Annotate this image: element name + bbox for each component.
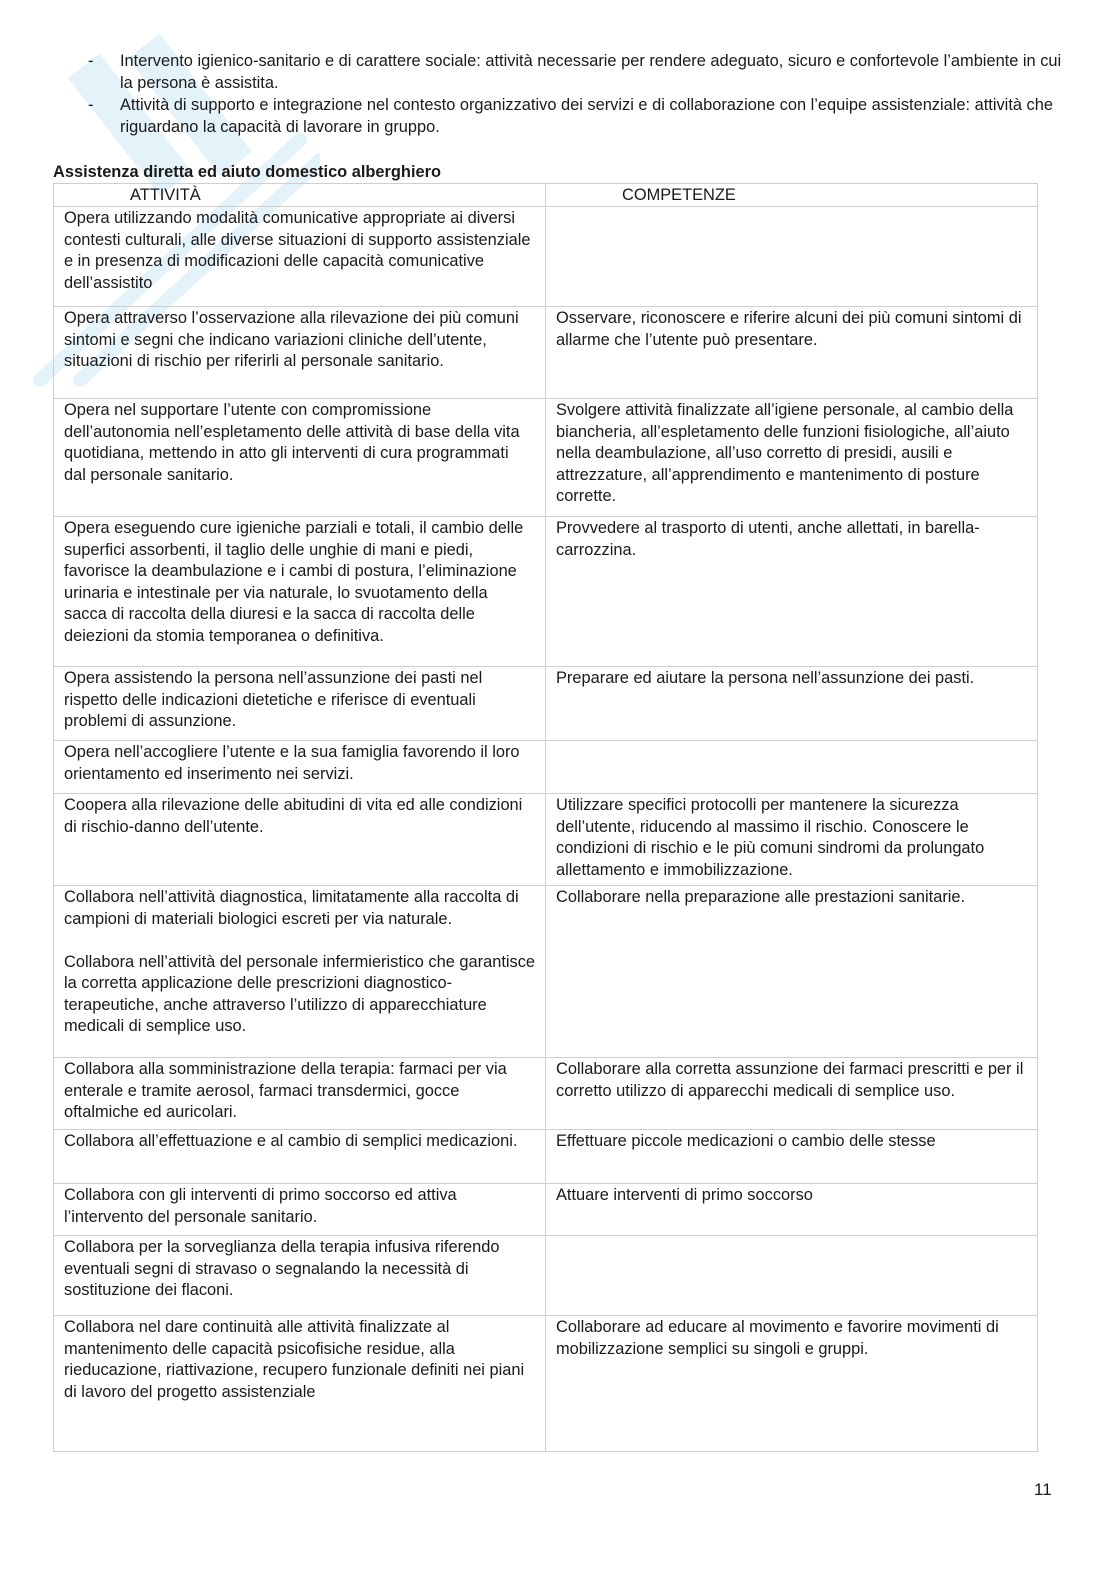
cell-competenze: Svolgere attività finalizzate all’igiene personale, al cambio della biancheria, all’espletamento delle funzioni fisiologiche, all’aiuto nella deambulazione, all’uso corretto di presidi, ausili e attrezzature, all’apprendimento e mantenimento di posture corrette. — [546, 399, 1038, 517]
competence-table — [53, 183, 1038, 1452]
table-row — [54, 207, 1038, 307]
table-row — [54, 1236, 1038, 1316]
header-attivita: ATTIVITÀ — [54, 184, 546, 207]
table-header-row — [54, 184, 1038, 207]
cell-competenze: Attuare interventi di primo soccorso — [546, 1184, 1038, 1236]
table-row — [54, 1184, 1038, 1236]
cell-attivita: Collabora per la sorveglianza della terapia infusiva riferendo eventuali segni di stravaso o segnalando la necessità di sostituzione dei flaconi. — [54, 1236, 546, 1316]
cell-attivita: Coopera alla rilevazione delle abitudini di vita ed alle condizioni di rischio-danno dell’utente. — [54, 794, 546, 886]
cell-attivita: Opera eseguendo cure igieniche parziali e totali, il cambio delle superfici assorbenti, il taglio delle unghie di mani e piedi, favorisce la deambulazione e i cambi di postura, l’eliminazione urinaria e intestinale per via naturale, lo svuotamento della sacca di raccolta della diuresi e la sacca di raccolta delle deiezioni da stomia temporanea o definitiva. — [54, 517, 546, 667]
cell-attivita: Collabora nell’attività diagnostica, limitatamente alla raccolta di campioni di materiali biologici escreti per via naturale. Collabora nell’attività del personale infermieristico che garantisce la corretta applicazione delle prescrizioni diagnostico-terapeutiche, anche attraverso l’utilizzo di apparecchiature medicali di semplice uso. — [54, 886, 546, 1058]
page-number: 11 — [1034, 1480, 1052, 1499]
cell-attivita: Opera nel supportare l’utente con compromissione dell’autonomia nell’espletamento delle attività di base della vita quotidiana, mettendo in atto gli interventi di cura programmati dal personale sanitario. — [54, 399, 546, 517]
table-row — [54, 794, 1038, 886]
cell-competenze — [546, 1236, 1038, 1316]
table-row — [54, 1058, 1038, 1130]
cell-attivita: Opera attraverso l’osservazione alla rilevazione dei più comuni sintomi e segni che indicano variazioni cliniche dell’utente, situazioni di rischio per riferirli al personale sanitario. — [54, 307, 546, 399]
cell-attivita: Opera assistendo la persona nell’assunzione dei pasti nel rispetto delle indicazioni dietetiche e riferisce di eventuali problemi di assunzione. — [54, 667, 546, 741]
cell-competenze: Collaborare alla corretta assunzione dei farmaci prescritti e per il corretto utilizzo di apparecchi medicali di semplice uso. — [546, 1058, 1038, 1130]
table-row — [54, 667, 1038, 741]
cell-competenze — [546, 207, 1038, 307]
table-row — [54, 517, 1038, 667]
section-title: Assistenza diretta ed aiuto domestico alberghiero — [53, 163, 442, 181]
cell-attivita: Collabora alla somministrazione della terapia: farmaci per via enterale e tramite aerosol, farmaci transdermici, gocce oftalmiche ed auricolari. — [54, 1058, 546, 1130]
cell-competenze — [546, 741, 1038, 794]
table-row — [54, 1130, 1038, 1184]
cell-competenze: Collaborare ad educare al movimento e favorire movimenti di mobilizzazione semplici su singoli e gruppi. — [546, 1316, 1038, 1452]
cell-competenze: Utilizzare specifici protocolli per mantenere la sicurezza dell’utente, riducendo al massimo il rischio. Conoscere le condizioni di rischio e le più comuni sindromi da prolungato allettamento e immobilizzazione. — [546, 794, 1038, 886]
cell-competenze: Collaborare nella preparazione alle prestazioni sanitarie. — [546, 886, 1038, 1058]
cell-attivita: Collabora nel dare continuità alle attività finalizzate al mantenimento delle capacità psicofisiche residue, alla rieducazione, riattivazione, recupero funzionale definiti nei piani di lavoro del progetto assistenziale — [54, 1316, 546, 1452]
header-competenze: COMPETENZE — [546, 184, 1038, 207]
cell-attivita: Collabora con gli interventi di primo soccorso ed attiva l’intervento del personale sanitario. — [54, 1184, 546, 1236]
intro-item: - Attività di supporto e integrazione nel contesto organizzativo dei servizi e di collaborazione con l’equipe assistenziale: attività che riguardano la capacità di lavorare in gruppo. — [82, 94, 1072, 138]
cell-attivita: Collabora all’effettuazione e al cambio di semplici medicazioni. — [54, 1130, 546, 1184]
cell-competenze: Osservare, riconoscere e riferire alcuni dei più comuni sintomi di allarme che l’utente può presentare. — [546, 307, 1038, 399]
table-row — [54, 886, 1038, 1058]
cell-competenze: Effettuare piccole medicazioni o cambio delle stesse — [546, 1130, 1038, 1184]
table-row — [54, 307, 1038, 399]
cell-competenze: Provvedere al trasporto di utenti, anche allettati, in barella-carrozzina. — [546, 517, 1038, 667]
intro-list — [82, 50, 1072, 138]
table-row — [54, 741, 1038, 794]
table-row — [54, 399, 1038, 517]
intro-item: - Intervento igienico-sanitario e di carattere sociale: attività necessarie per rendere adeguato, sicuro e confortevole l’ambiente in cui la persona è assistita. — [82, 50, 1072, 94]
cell-competenze: Preparare ed aiutare la persona nell’assunzione dei pasti. — [546, 667, 1038, 741]
cell-attivita: Opera nell’accogliere l’utente e la sua famiglia favorendo il loro orientamento ed inserimento nei servizi. — [54, 741, 546, 794]
cell-attivita: Opera utilizzando modalità comunicative appropriate ai diversi contesti culturali, alle diverse situazioni di supporto assistenziale e in presenza di modificazioni delle capacità comunicative dell’assistito — [54, 207, 546, 307]
table-row — [54, 1316, 1038, 1452]
